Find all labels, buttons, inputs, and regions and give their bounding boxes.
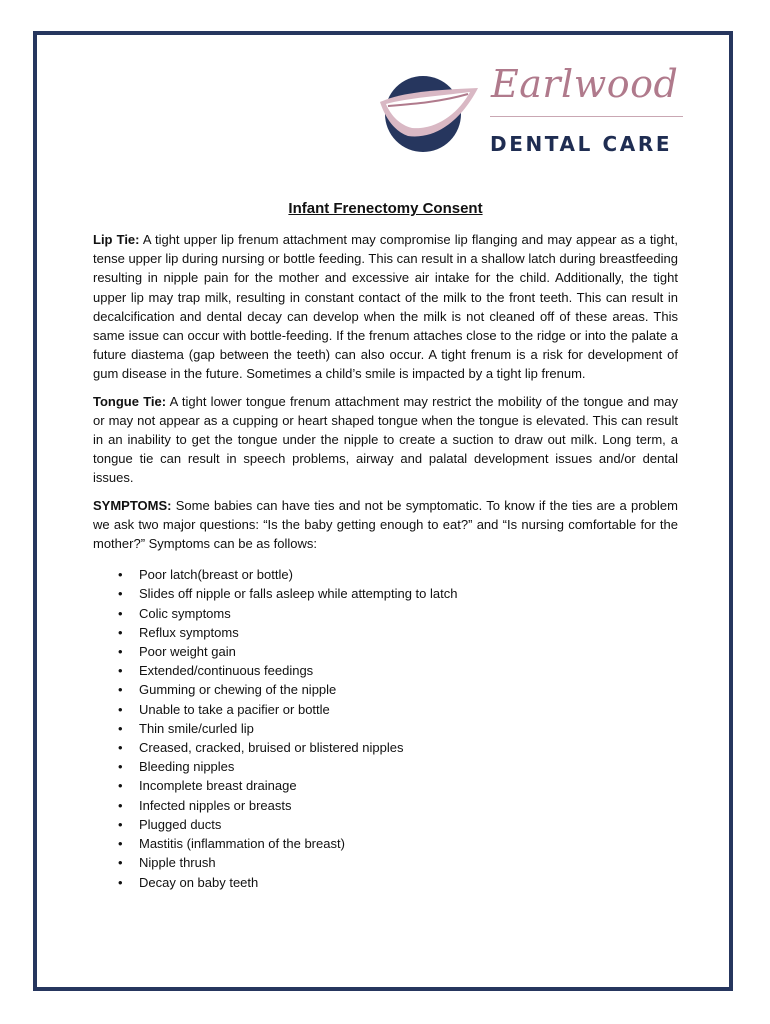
symptom-item: • Gumming or chewing of the nipple — [139, 680, 678, 699]
symptom-item: • Bleeding nipples — [139, 757, 678, 776]
lip-tie-text: A tight upper lip frenum attachment may compromise lip flanging and may appear as a tight, tense upper lip during nursing or bottle feeding. This can result in a shallow latch during breastfeeding resulting in nipple pain for the mother and excessive air intake for the child. Additionally, the tight upper lip may trap milk, resulting in constant contact of the milk to the front teeth. This can result in decalcification and dental decay can develop when the milk is not cleaned off of these areas. This same issue can occur with bottle-feeding. If the frenum attaches close to the ridge or into the palate a future diastema (gap between the teeth) can also occur. A tight frenum is a risk for development of gum disease in the future. Sometimes a child’s smile is impacted by a tight lip frenum. — [93, 232, 679, 382]
symptoms-list — [93, 565, 678, 891]
symptom-item: • Incomplete breast drainage — [139, 776, 678, 795]
symptom-item: • Creased, cracked, bruised or blistered nipples — [139, 738, 678, 757]
earlwood-logo — [378, 62, 688, 162]
symptom-item: • Nipple thrush — [139, 853, 678, 872]
symptom-item: • Poor latch(breast or bottle) — [139, 565, 678, 584]
symptoms-label: SYMPTOMS: — [93, 497, 172, 513]
document-body — [93, 199, 678, 892]
symptom-item: • Slides off nipple or falls asleep while attempting to latch — [139, 584, 678, 603]
symptom-item: • Reflux symptoms — [139, 623, 678, 642]
symptom-item: • Decay on baby teeth — [139, 873, 678, 892]
smile-logo-icon — [378, 62, 488, 162]
brand-sub-name: DENTAL CARE — [490, 132, 673, 156]
brand-script-name: Earlwood — [491, 62, 679, 106]
tongue-tie-text: A tight lower tongue frenum attachment may restrict the mobility of the tongue and may or may not appear as a cupping or heart shaped tongue when the tongue is elevated. This can result in an inability to get the tongue under the nipple to create a suction to draw out milk. Long term, a tongue tie can result in speech problems, airway and palatal development issues and/or dental issues. — [93, 393, 678, 486]
symptoms-text: Some babies can have ties and not be symptomatic. To know if the ties are a problem we ask two major questions: “Is the baby getting enough to eat?” and “Is nursing comfortable for the mother?” Symptoms can be as follows: — [93, 497, 678, 552]
tongue-tie-label: Tongue Tie: — [93, 393, 167, 409]
symptom-item: • Extended/continuous feedings — [139, 661, 678, 680]
symptoms-paragraph — [93, 496, 678, 554]
symptom-item: • Poor weight gain — [139, 642, 678, 661]
tongue-tie-paragraph — [93, 392, 678, 488]
document-title: Infant Frenectomy Consent — [288, 200, 483, 217]
lip-tie-paragraph — [93, 230, 678, 384]
brand-divider — [490, 116, 683, 117]
symptom-item: • Plugged ducts — [139, 815, 678, 834]
symptom-item: • Thin smile/curled lip — [139, 719, 678, 738]
symptom-item: • Unable to take a pacifier or bottle — [139, 700, 678, 719]
symptom-item: • Infected nipples or breasts — [139, 796, 678, 815]
symptom-item: • Colic symptoms — [139, 604, 678, 623]
lip-tie-label: Lip Tie: — [93, 232, 140, 247]
symptom-item: • Mastitis (inflammation of the breast) — [139, 834, 678, 853]
